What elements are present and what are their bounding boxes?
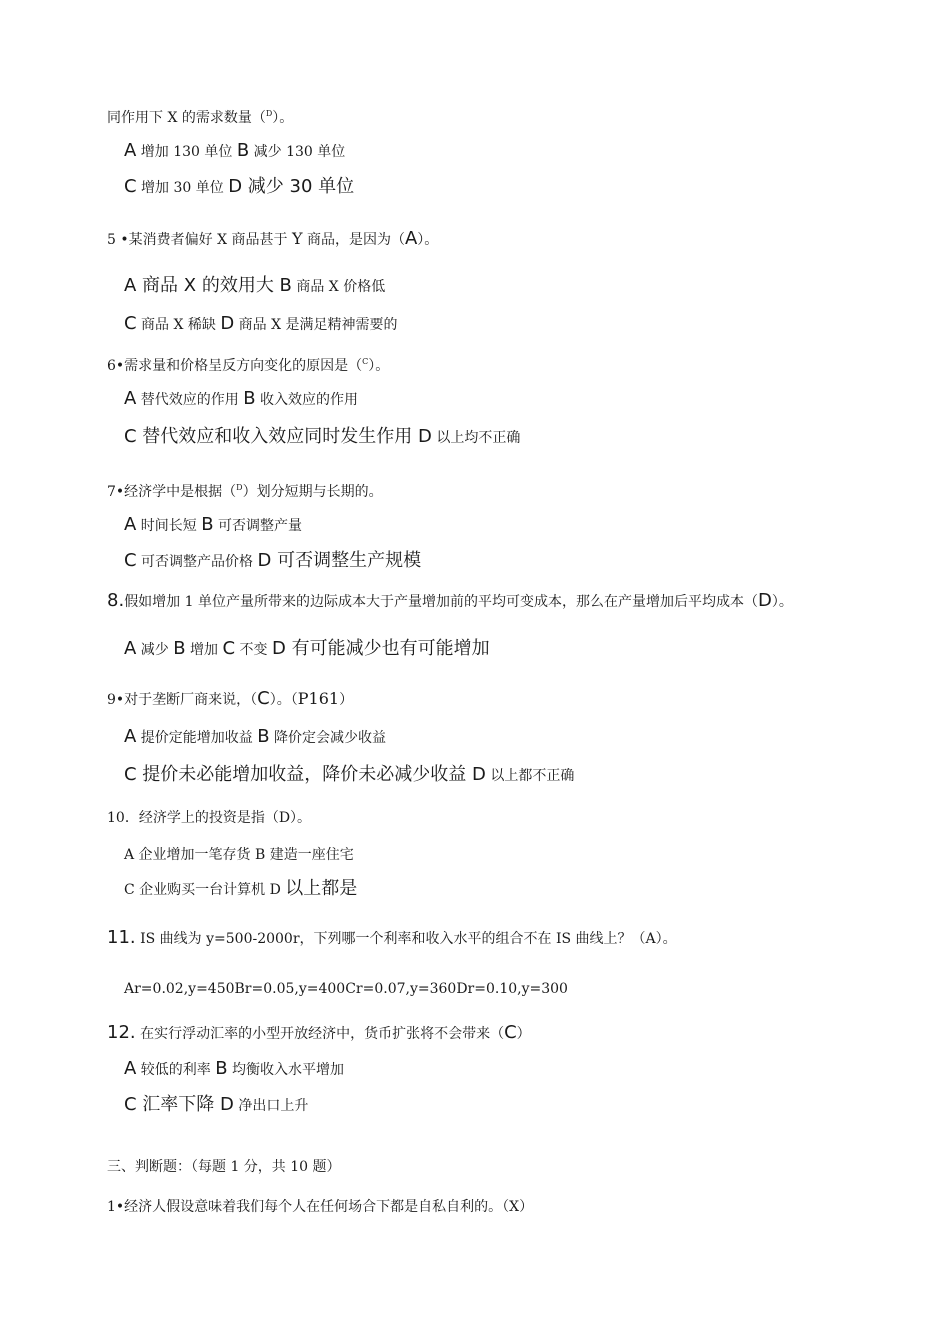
question-11-options: Ar=0.02,y=450Br=0.05,y=400Cr=0.07,y=360Dr=0.10,y=300	[124, 981, 568, 997]
question-8-stem: 8.假如增加 1 单位产量所带来的边际成本大于产量增加前的平均可变成本，那么在产量增加后平均成本（D）。	[107, 590, 793, 611]
question-6-options-ab: A 替代效应的作用 B 收入效应的作用	[124, 388, 359, 409]
question-10-stem: 10．经济学上的投资是指（D）。	[107, 810, 312, 826]
question-4-options-ab: A 增加 130 单位 B 减少 130 单位	[124, 140, 346, 161]
question-10-options-cd: C 企业购买一台计算机 D 以上都是	[124, 878, 358, 899]
question-6-options-cd: C 替代效应和收入效应同时发生作用 D 以上均不正确	[124, 426, 521, 447]
question-7-options-ab: A 时间长短 B 可否调整产量	[124, 514, 303, 535]
question-5-options-ab: A 商品 X 的效用大 B 商品 X 价格低	[124, 275, 386, 296]
question-4-stem-continued: 同作用下 X 的需求数量（$^D$）。	[107, 109, 294, 126]
question-5-options-cd: C 商品 X 稀缺 D 商品 X 是满足精神需要的	[124, 313, 398, 334]
question-11-stem: 11. IS 曲线为 y=500-2000r，下列哪一个利率和收入水平的组合不在 IS 曲线上？（A）。	[107, 927, 677, 948]
question-7-options-cd: C 可否调整产品价格 D 可否调整生产规模	[124, 550, 422, 571]
section-true-false-heading: 三、判断题：（每题 1 分，共 10 题）	[107, 1159, 341, 1175]
question-9-stem: 9•对于垄断厂商来说，（C）。（P161）	[107, 688, 354, 709]
question-6-stem: 6•需求量和价格呈反方向变化的原因是（$^C$）。	[107, 357, 390, 374]
question-12-options-cd: C 汇率下降 D 净出口上升	[124, 1094, 309, 1115]
question-9-options-cd: C 提价未必能增加收益，降价未必减少收益 D 以上都不正确	[124, 764, 575, 785]
question-7-stem: 7•经济学中是根据（$^D$）划分短期与长期的。	[107, 483, 383, 500]
question-4-options-cd: C 增加 30 单位 D 减少 30 单位	[124, 176, 355, 197]
question-8-options: A 减少 B 增加 C 不变 D 有可能减少也有可能增加	[124, 638, 490, 659]
question-10-options-ab: A 企业增加一笔存货 B 建造一座住宅	[124, 847, 354, 863]
question-5-stem: 5 •某消费者偏好 X 商品甚于 Y 商品，是因为（A）。	[107, 228, 439, 249]
question-12-options-ab: A 较低的利率 B 均衡收入水平增加	[124, 1058, 345, 1079]
question-12-stem: 12. 在实行浮动汇率的小型开放经济中，货币扩张将不会带来（C）	[107, 1022, 531, 1043]
question-9-options-ab: A 提价定能增加收益 B 降价定会减少收益	[124, 726, 387, 747]
true-false-question-1: 1•经济人假设意味着我们每个人在任何场合下都是自私自利的。（X）	[107, 1199, 534, 1215]
